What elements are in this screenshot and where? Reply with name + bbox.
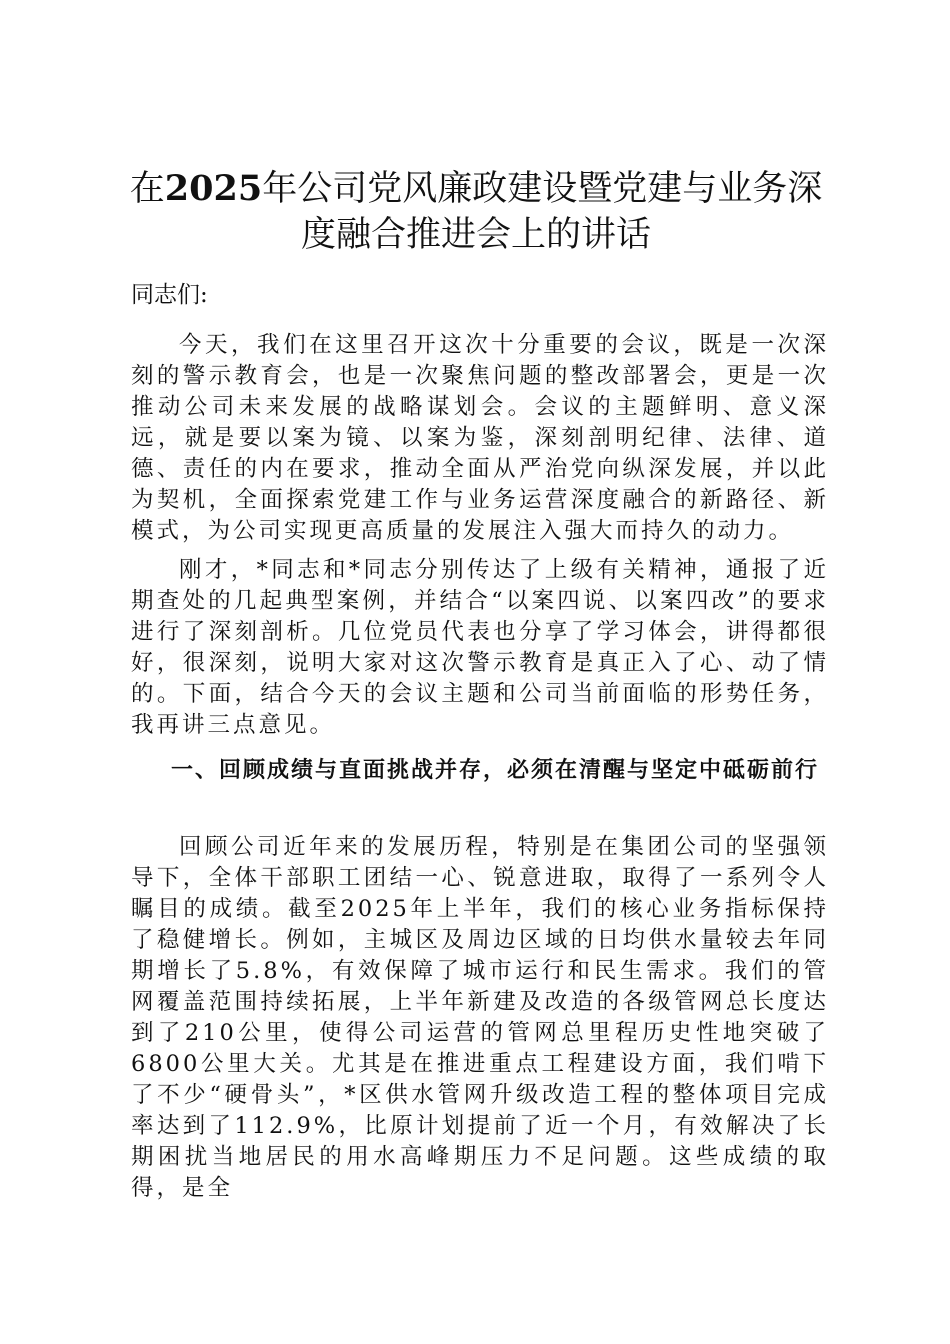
paragraph-section-one: 回顾公司近年来的发展历程，特别是在集团公司的坚强领导下，全体干部职工团结一心、锐意进取，取得了一系列令人瞩目的成绩。截至2025年上半年，我们的核心业务指标保持了稳健增长。例如，主城区及周边区域的日均供水量较去年同期增长了5.8%，有效保障了城市运行和民生需求。我们的管网覆盖范围持续拓展，上半年新建及改造的各级管网总长度达到了210公里，使得公司运营的管网总里程历史性地突破了6800公里大关。尤其是在推进重点工程建设方面，我们啃下了不少“硬骨头”，*区供水管网升级改造工程的整体项目完成率达到了112.9%，比原计划提前了近一个月，有效解决了长期困扰当地居民的用水高峰期压力不足问题。这些成绩的取得，是全 (131, 834, 829, 1201)
document-title (120, 166, 832, 258)
title-prefix: 在 (129, 169, 165, 209)
salutation: 同志们: (131, 282, 208, 308)
title-suffix: 年公司党风廉政建设暨党建与业务深度融合推进会上的讲话 (262, 169, 823, 255)
section-heading: 一、回顾成绩与直面挑战并存，必须在清醒与坚定中砥砺前行 (171, 758, 820, 783)
title-year: 2025 (164, 168, 263, 209)
paragraph-opening: 今天，我们在这里召开这次十分重要的会议，既是一次深刻的警示教育会，也是一次聚焦问题的整改部署会，更是一次推动公司未来发展的战略谋划会。会议的主题鲜明、意义深远，就是要以案为镜、以案为鉴，深刻剖明纪律、法律、道德、责任的内在要求，推动全面从严治党向纵深发展，并以此为契机，全面探索党建工作与业务运营深度融合的新路径、新模式，为公司实现更高质量的发展注入强大而持久的动力。 (131, 332, 829, 544)
paragraph-context: 刚才，*同志和*同志分别传达了上级有关精神，通报了近期查处的几起典型案例，并结合“以案四说、以案四改”的要求进行了深刻剖析。几位党员代表也分享了学习体会，讲得都很好，很深刻，说明大家对这次警示教育是真正入了心、动了情的。下面，结合今天的会议主题和公司当前面临的形势任务，我再讲三点意见。 (131, 557, 829, 738)
